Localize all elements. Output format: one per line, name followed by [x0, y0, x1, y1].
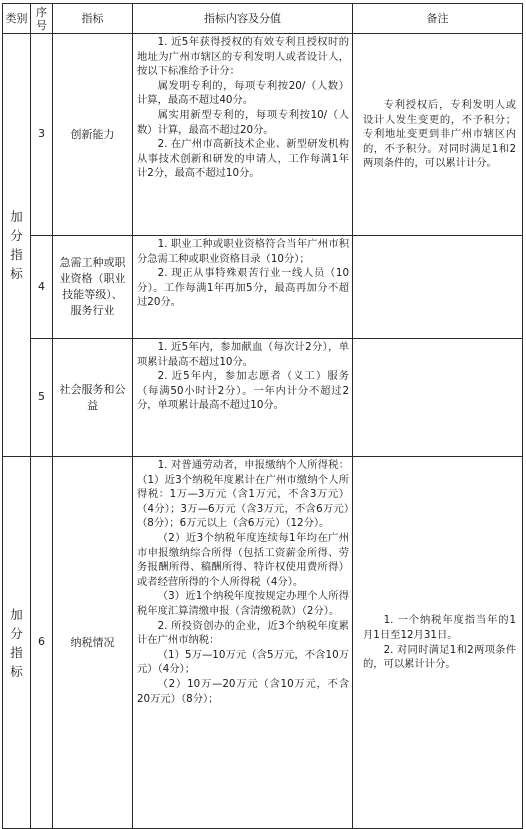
note-cell	[353, 236, 523, 339]
content-paragraph: （1）5万—10万元（含5万元，不含10万元）（4分）；	[137, 648, 349, 676]
header-indicator: 指标	[53, 4, 133, 34]
table-header-row	[3, 4, 523, 34]
content-paragraph: 属实用新型专利的，每项专利按10/（人数）计算，最高不超过20分。	[137, 108, 349, 136]
header-category: 类别	[3, 4, 31, 34]
note-cell	[353, 34, 523, 236]
content-paragraph: 2. 所投资创办的企业，近3个纳税年度累计在广州市纳税：	[137, 619, 349, 647]
header-content: 指标内容及分值	[133, 4, 353, 34]
content-cell	[133, 236, 353, 339]
content-paragraph: 2. 近5年内，参加志愿者（义工）服务（每满50小时计2分）。一年内计分不超过2分，单项累计最高不超过10分。	[137, 370, 349, 412]
content-paragraph: （3）近1个纳税年度按规定办理个人所得税年度汇算清缴申报（含清缴税款）（2分）。	[137, 590, 349, 617]
content-paragraph: 2. 现正从事特殊艰苦行业一线人员（10分）。工作每满1年再加5分，最高再加分不超过20分。	[137, 267, 349, 309]
indicator-cell: 创新能力	[53, 34, 133, 236]
content-cell	[133, 34, 353, 236]
table-row	[3, 236, 523, 339]
content-paragraph: 1. 对普通劳动者，申报缴纳个人所得税：（1）近3个纳税年度累计在广州市缴纳个人所得税：1万—3万元（含1万元，不含3万元）（4分）；3万—6万元（含3万元，不含6万元）（8分）；6万元以上（含6万元）（12分）。	[137, 459, 349, 530]
indicator-cell: 纳税情况	[53, 457, 133, 829]
content-paragraph: 1. 近5年获得授权的有效专利且授权时的地址为广州市辖区的专利发明人或者设计人，按以下标准给予计分：	[137, 36, 349, 78]
content-paragraph: （2）10万—20万元（含10万元，不含20万元）（8分）；	[137, 677, 349, 705]
content-cell	[133, 339, 353, 457]
category-cell: 加 分 指 标	[3, 457, 31, 829]
seq-cell: 4	[31, 236, 53, 339]
note-paragraph: 专利授权后，专利发明人或设计人发生变更的，不予积分；专利地址变更到非广州市辖区内的，不予积分。对同时满足1和2两项条件的，可以累计计分。	[363, 99, 516, 170]
content-paragraph: 2. 在广州市高新技术企业、新型研发机构从事技术创新和研发的申请人，工作每满1年计2分，最高不超过10分。	[137, 138, 349, 180]
content-paragraph: 属发明专利的，每项专利按20/（人数）计算，最高不超过40分。	[137, 79, 349, 107]
seq-cell: 3	[31, 34, 53, 236]
table-row	[3, 457, 523, 829]
table-row	[3, 339, 523, 457]
points-table	[2, 3, 523, 829]
content-paragraph: 1. 职业工种或职业资格符合当年广州市积分急需工种或职业资格目录（10分）；	[137, 238, 349, 265]
table-row	[3, 34, 523, 236]
content-cell	[133, 457, 353, 829]
indicator-cell: 社会服务和公益	[53, 339, 133, 457]
note-cell	[353, 457, 523, 829]
header-note: 备注	[353, 4, 523, 34]
category-cell: 加 分 指 标	[3, 34, 31, 457]
indicator-cell: 急需工种或职业资格（职业技能等级）、服务行业	[53, 236, 133, 339]
content-paragraph: （2）近3个纳税年度连续每1年均在广州市申报缴纳综合所得（包括工资薪金所得、劳务报酬所得、稿酬所得、特许权使用费所得）或者经营所得的个人所得税（4分）。	[137, 531, 349, 588]
note-cell	[353, 339, 523, 457]
note-paragraph: 1. 一个纳税年度指当年的1月1日至12月31日。	[363, 614, 516, 641]
header-seq: 序号	[31, 4, 53, 34]
note-paragraph: 2. 对同时满足1和2两项条件的，可以累计计分。	[363, 643, 516, 671]
seq-cell: 6	[31, 457, 53, 829]
content-paragraph: 1. 近5年内，参加献血（每次计2分），单项累计最高不超过10分。	[137, 341, 349, 368]
seq-cell: 5	[31, 339, 53, 457]
